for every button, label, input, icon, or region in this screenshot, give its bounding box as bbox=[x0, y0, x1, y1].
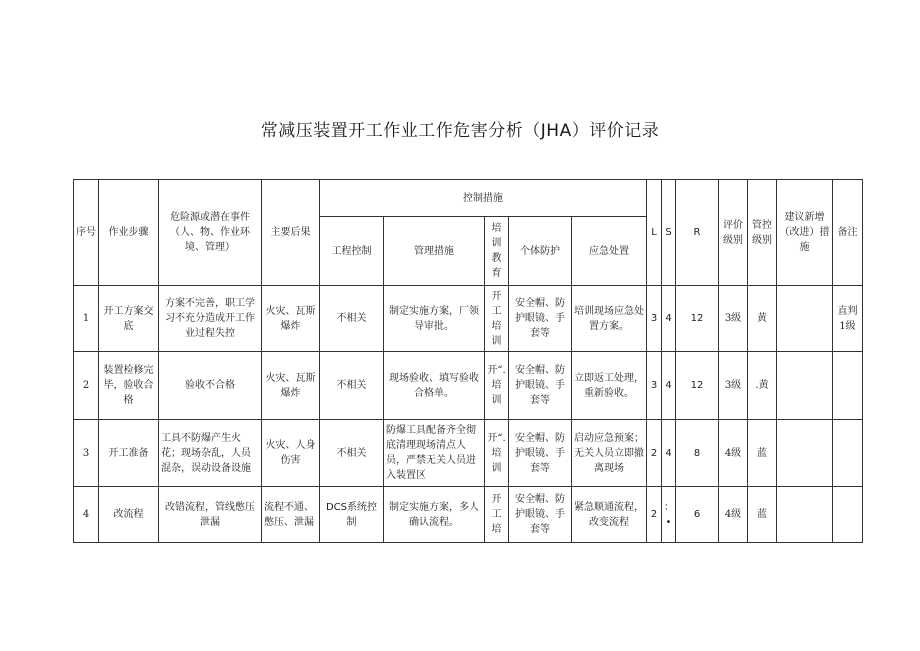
header-eng: 工程控制 bbox=[320, 217, 384, 286]
cell-eng: 不相关 bbox=[320, 352, 384, 420]
cell-suggest bbox=[777, 487, 833, 543]
cell-hazard: 改错流程，管线憋压泄漏 bbox=[159, 487, 262, 543]
cell-level: 4级 bbox=[719, 420, 748, 487]
cell-l: 3 bbox=[647, 352, 662, 420]
header-level: 评价级别 bbox=[719, 180, 748, 286]
cell-mgmt: 制定实施方案，厂领导审批。 bbox=[384, 286, 485, 352]
header-ctrl-level: 管控级别 bbox=[748, 180, 777, 286]
cell-remark bbox=[833, 352, 863, 420]
cell-step: 开工方案交底 bbox=[99, 286, 159, 352]
header-l: L bbox=[647, 180, 662, 286]
cell-suggest bbox=[777, 420, 833, 487]
cell-consequence: 火灾、瓦斯爆炸 bbox=[262, 352, 320, 420]
header-row bbox=[74, 180, 863, 217]
cell-ppe: 安全帽、防护眼镜、手套等 bbox=[509, 286, 572, 352]
cell-eng: 不相关 bbox=[320, 420, 384, 487]
cell-r: 12 bbox=[676, 352, 719, 420]
header-mgmt: 管理措施 bbox=[384, 217, 485, 286]
jha-table bbox=[73, 179, 863, 543]
cell-suggest bbox=[777, 286, 833, 352]
cell-consequence: 流程不通、憋压、泄漏 bbox=[262, 487, 320, 543]
cell-mgmt: 现场验收、填写验收合格单。 bbox=[384, 352, 485, 420]
cell-hazard: 工具不防爆产生火花；现场杂乱，人员混杂，误动设备设施 bbox=[159, 420, 262, 487]
page-title: 常减压装置开工作业工作危害分析（JHA）评价记录 bbox=[260, 121, 660, 141]
table-row bbox=[74, 487, 863, 543]
cell-emergency: 启动应急预案；无关人员立即撤离现场 bbox=[572, 420, 647, 487]
header-consequence: 主要后果 bbox=[262, 180, 320, 286]
cell-emergency: 立即返工处理，重新验收。 bbox=[572, 352, 647, 420]
cell-training: 开工培训 bbox=[485, 286, 509, 352]
header-s: S bbox=[662, 180, 676, 286]
cell-emergency: 培训现场应急处置方案。 bbox=[572, 286, 647, 352]
header-emergency: 应急处置 bbox=[572, 217, 647, 286]
header-remark: 备注 bbox=[833, 180, 863, 286]
cell-eng: DCS系统控制 bbox=[320, 487, 384, 543]
cell-emergency: 紧急顺通流程，改变流程 bbox=[572, 487, 647, 543]
cell-suggest bbox=[777, 352, 833, 420]
cell-seq: 2 bbox=[74, 352, 99, 420]
cell-ctrl-level: 蓝 bbox=[748, 420, 777, 487]
cell-step: 改流程 bbox=[99, 487, 159, 543]
table-row bbox=[74, 352, 863, 420]
cell-r: 6 bbox=[676, 487, 719, 543]
header-suggest: 建议新增（改进）措施 bbox=[777, 180, 833, 286]
cell-consequence: 火灾、瓦斯爆炸 bbox=[262, 286, 320, 352]
cell-step: 装置检修完毕，验收合格 bbox=[99, 352, 159, 420]
cell-r: 12 bbox=[676, 286, 719, 352]
cell-ctrl-level: 黄 bbox=[748, 286, 777, 352]
cell-level: 3级 bbox=[719, 286, 748, 352]
cell-s: ：• bbox=[662, 487, 676, 543]
cell-remark bbox=[833, 487, 863, 543]
cell-seq: 3 bbox=[74, 420, 99, 487]
header-control: 控制措施 bbox=[320, 180, 647, 217]
cell-s: 4 bbox=[662, 286, 676, 352]
cell-hazard: 验收不合格 bbox=[159, 352, 262, 420]
table-row bbox=[74, 286, 863, 352]
cell-mgmt: 防爆工具配备齐全彻底清理现场清点人员，严禁无关人员进入装置区 bbox=[384, 420, 485, 487]
cell-remark bbox=[833, 420, 863, 487]
cell-ctrl-level: .黄 bbox=[748, 352, 777, 420]
header-seq: 序号 bbox=[74, 180, 99, 286]
cell-training: 开工培 bbox=[485, 487, 509, 543]
cell-level: 3级 bbox=[719, 352, 748, 420]
cell-hazard: 方案不完善，职工学习不充分造成开工作业过程失控 bbox=[159, 286, 262, 352]
header-step: 作业步骤 bbox=[99, 180, 159, 286]
cell-l: 2 bbox=[647, 420, 662, 487]
cell-ppe: 安全帽、防护眼镜、手套等 bbox=[509, 352, 572, 420]
cell-ctrl-level: 蓝 bbox=[748, 487, 777, 543]
cell-mgmt: 制定实施方案，多人确认流程。 bbox=[384, 487, 485, 543]
cell-eng: 不相关 bbox=[320, 286, 384, 352]
cell-remark: 直判1级 bbox=[833, 286, 863, 352]
cell-consequence: 火灾、人身伤害 bbox=[262, 420, 320, 487]
header-training: 培训教育 bbox=[485, 217, 509, 286]
cell-training: 开“.培训 bbox=[485, 420, 509, 487]
cell-step: 开工准备 bbox=[99, 420, 159, 487]
cell-seq: 1 bbox=[74, 286, 99, 352]
cell-r: 8 bbox=[676, 420, 719, 487]
cell-s: 4 bbox=[662, 352, 676, 420]
header-hazard: 危险源或潜在事件（人、物、作业环境、管理） bbox=[159, 180, 262, 286]
cell-ppe: 安全帽、防护眼镜、手套等 bbox=[509, 487, 572, 543]
cell-training: 开“.培训 bbox=[485, 352, 509, 420]
cell-seq: 4 bbox=[74, 487, 99, 543]
header-ppe: 个体防护 bbox=[509, 217, 572, 286]
cell-l: 2 bbox=[647, 487, 662, 543]
cell-s: 4 bbox=[662, 420, 676, 487]
cell-l: 3 bbox=[647, 286, 662, 352]
cell-ppe: 安全帽、防护眼镜、手套等 bbox=[509, 420, 572, 487]
table-row bbox=[74, 420, 863, 487]
cell-level: 4级 bbox=[719, 487, 748, 543]
header-r: R bbox=[676, 180, 719, 286]
